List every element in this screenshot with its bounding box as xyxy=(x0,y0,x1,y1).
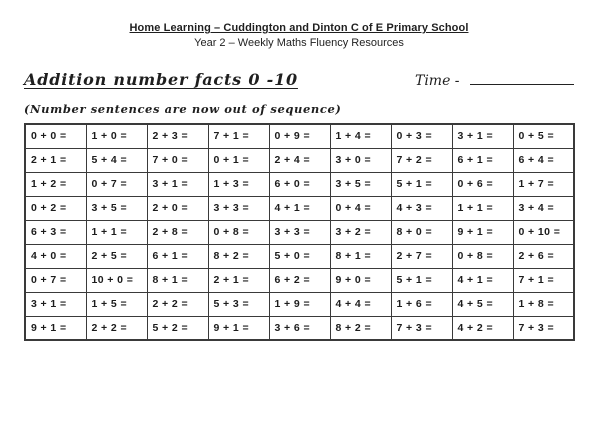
table-cell: 3 + 5 = xyxy=(86,196,147,220)
table-cell: 9 + 1 = xyxy=(208,316,269,340)
table-cell: 9 + 1 = xyxy=(452,220,513,244)
table-cell: 4 + 4 = xyxy=(330,292,391,316)
table-cell: 1 + 2 = xyxy=(25,172,86,196)
table-cell: 1 + 5 = xyxy=(86,292,147,316)
table-cell: 0 + 7 = xyxy=(86,172,147,196)
table-cell: 7 + 3 = xyxy=(513,316,574,340)
table-cell: 6 + 1 = xyxy=(147,244,208,268)
table-cell: 5 + 3 = xyxy=(208,292,269,316)
table-cell: 9 + 1 = xyxy=(25,316,86,340)
table-cell: 3 + 3 = xyxy=(269,220,330,244)
table-cell: 2 + 8 = xyxy=(147,220,208,244)
table-cell: 0 + 3 = xyxy=(391,124,452,148)
time-group xyxy=(415,73,574,89)
table-cell: 8 + 1 = xyxy=(330,244,391,268)
table-cell: 2 + 2 = xyxy=(147,292,208,316)
table-cell: 3 + 5 = xyxy=(330,172,391,196)
table-cell: 3 + 3 = xyxy=(208,196,269,220)
table-cell: 5 + 1 = xyxy=(391,172,452,196)
table-cell: 1 + 1 = xyxy=(86,220,147,244)
table-cell: 0 + 2 = xyxy=(25,196,86,220)
table-cell: 3 + 1 = xyxy=(25,292,86,316)
worksheet-title: Addition number facts 0 -10 xyxy=(24,70,298,89)
table-cell: 2 + 6 = xyxy=(513,244,574,268)
table-cell: 8 + 2 = xyxy=(330,316,391,340)
time-label: Time - xyxy=(414,73,460,89)
table-cell: 3 + 6 = xyxy=(269,316,330,340)
table-cell: 7 + 3 = xyxy=(391,316,452,340)
table-cell: 7 + 0 = xyxy=(147,148,208,172)
table-cell: 7 + 2 = xyxy=(391,148,452,172)
table-cell: 5 + 0 = xyxy=(269,244,330,268)
table-cell: 1 + 8 = xyxy=(513,292,574,316)
table-row xyxy=(25,316,574,340)
document-header xyxy=(24,22,574,49)
table-cell: 3 + 1 = xyxy=(147,172,208,196)
addition-facts-body xyxy=(25,124,574,340)
table-cell: 4 + 0 = xyxy=(25,244,86,268)
table-cell: 0 + 8 = xyxy=(452,244,513,268)
resource-header-subtitle: Year 2 – Weekly Maths Fluency Resources xyxy=(194,37,404,49)
table-cell: 2 + 1 = xyxy=(208,268,269,292)
table-cell: 2 + 0 = xyxy=(147,196,208,220)
table-cell: 8 + 1 = xyxy=(147,268,208,292)
table-cell: 1 + 4 = xyxy=(330,124,391,148)
table-cell: 3 + 4 = xyxy=(513,196,574,220)
table-cell: 9 + 0 = xyxy=(330,268,391,292)
school-header-title: Home Learning – Cuddington and Dinton C of E Primary School xyxy=(129,22,469,34)
table-cell: 4 + 5 = xyxy=(452,292,513,316)
table-row xyxy=(25,268,574,292)
table-cell: 6 + 2 = xyxy=(269,268,330,292)
table-row xyxy=(25,220,574,244)
table-cell: 0 + 0 = xyxy=(25,124,86,148)
table-cell: 0 + 4 = xyxy=(330,196,391,220)
table-cell: 6 + 0 = xyxy=(269,172,330,196)
table-cell: 4 + 3 = xyxy=(391,196,452,220)
time-blank-line xyxy=(470,73,574,85)
table-cell: 0 + 1 = xyxy=(208,148,269,172)
table-cell: 3 + 2 = xyxy=(330,220,391,244)
table-row xyxy=(25,196,574,220)
table-cell: 0 + 5 = xyxy=(513,124,574,148)
table-cell: 1 + 6 = xyxy=(391,292,452,316)
title-row xyxy=(24,70,574,89)
table-cell: 6 + 3 = xyxy=(25,220,86,244)
table-cell: 8 + 0 = xyxy=(391,220,452,244)
table-cell: 3 + 0 = xyxy=(330,148,391,172)
table-cell: 0 + 6 = xyxy=(452,172,513,196)
table-cell: 1 + 0 = xyxy=(86,124,147,148)
table-cell: 2 + 4 = xyxy=(269,148,330,172)
table-cell: 0 + 7 = xyxy=(25,268,86,292)
table-cell: 0 + 8 = xyxy=(208,220,269,244)
table-row xyxy=(25,172,574,196)
table-cell: 4 + 1 = xyxy=(452,268,513,292)
table-cell: 2 + 3 = xyxy=(147,124,208,148)
table-row xyxy=(25,244,574,268)
table-cell: 0 + 10 = xyxy=(513,220,574,244)
table-cell: 0 + 9 = xyxy=(269,124,330,148)
table-cell: 1 + 1 = xyxy=(452,196,513,220)
table-cell: 8 + 2 = xyxy=(208,244,269,268)
table-row xyxy=(25,148,574,172)
table-cell: 2 + 1 = xyxy=(25,148,86,172)
table-cell: 4 + 1 = xyxy=(269,196,330,220)
table-cell: 6 + 1 = xyxy=(452,148,513,172)
table-cell: 7 + 1 = xyxy=(208,124,269,148)
table-cell: 6 + 4 = xyxy=(513,148,574,172)
addition-facts-table xyxy=(24,123,575,341)
table-cell: 10 + 0 = xyxy=(86,268,147,292)
table-row xyxy=(25,124,574,148)
sequence-note: (Number sentences are now out of sequence) xyxy=(24,102,342,116)
table-cell: 1 + 7 = xyxy=(513,172,574,196)
table-cell: 2 + 5 = xyxy=(86,244,147,268)
table-cell: 7 + 1 = xyxy=(513,268,574,292)
table-cell: 5 + 4 = xyxy=(86,148,147,172)
table-cell: 5 + 1 = xyxy=(391,268,452,292)
table-cell: 1 + 9 = xyxy=(269,292,330,316)
table-cell: 5 + 2 = xyxy=(147,316,208,340)
table-cell: 2 + 7 = xyxy=(391,244,452,268)
table-cell: 3 + 1 = xyxy=(452,124,513,148)
table-row xyxy=(25,292,574,316)
table-cell: 2 + 2 = xyxy=(86,316,147,340)
table-cell: 4 + 2 = xyxy=(452,316,513,340)
table-cell: 1 + 3 = xyxy=(208,172,269,196)
